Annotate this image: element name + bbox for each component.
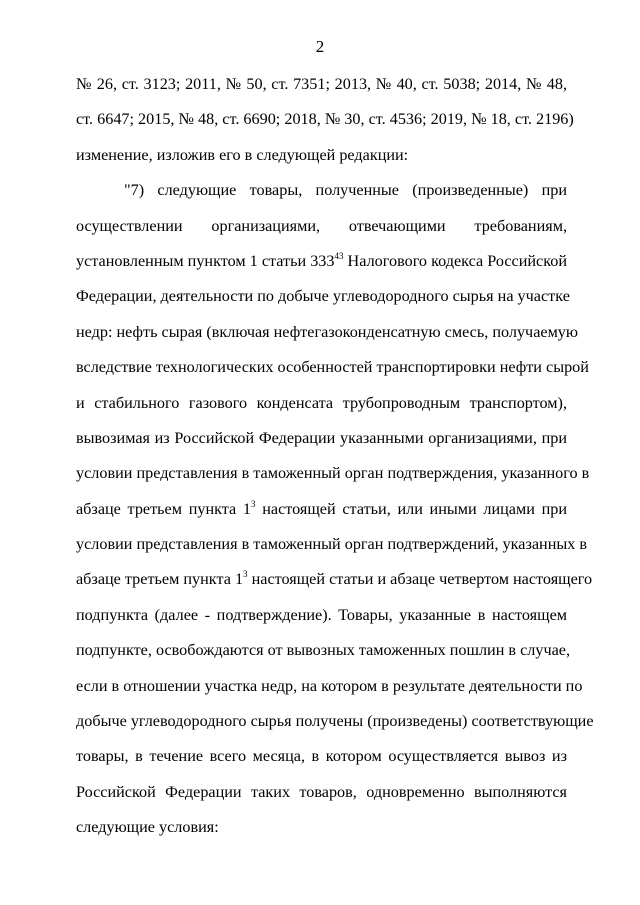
text-segment: абзаце третьем пункта 1: [76, 500, 252, 518]
text-line: недр: нефть сырая (включая нефтегазоконденсатную смесь, получаемую: [76, 323, 578, 341]
text-line: товары, в течение всего месяца, в котором осуществляется вывоз из: [76, 747, 567, 765]
text-line: если в отношении участка недр, на котором в результате деятельности по: [76, 677, 583, 695]
text-line: "7) следующие товары, полученные (произведенные) при: [124, 181, 567, 199]
text-line: Российской Федерации таких товаров, одновременно выполняются: [76, 783, 567, 801]
text-segment: Налогового кодекса Российской: [343, 252, 568, 270]
text-line: изменение, изложив его в следующей редакции:: [76, 146, 409, 164]
superscript: 3: [251, 499, 256, 509]
text-line-with-superscript: [76, 494, 567, 524]
text-line: следующие условия:: [76, 818, 219, 836]
text-line: условии представления в таможенный орган подтверждений, указанных в: [76, 535, 588, 553]
text-segment: настоящей статьи, или иными лицами при: [255, 500, 567, 518]
text-line: Федерации, деятельности по добыче углеводородного сырья на участке: [76, 287, 570, 305]
text-line-with-superscript: [76, 564, 593, 594]
text-line: и стабильного газового конденсата трубопроводным транспортом),: [76, 394, 567, 412]
text-line: подпункта (далее - подтверждение). Товары, указанные в настоящем: [76, 606, 567, 624]
text-line: условии представления в таможенный орган подтверждения, указанного в: [76, 464, 590, 482]
text-line: ст. 6647; 2015, № 48, ст. 6690; 2018, № 30, ст. 4536; 2019, № 18, ст. 2196): [76, 110, 574, 128]
text-line: осуществлении организациями, отвечающими требованиям,: [76, 217, 567, 235]
text-line: № 26, ст. 3123; 2011, № 50, ст. 7351; 2013, № 40, ст. 5038; 2014, № 48,: [76, 75, 567, 93]
text-line-with-superscript: [76, 246, 567, 276]
superscript: 43: [334, 251, 344, 261]
text-segment: настоящей статьи и абзаце четвертом настоящего: [247, 570, 593, 588]
text-line: вследствие технологических особенностей транспортировки нефти сырой: [76, 358, 589, 376]
text-line: подпункте, освобождаются от вывозных таможенных пошлин в случае,: [76, 641, 571, 659]
text-line: добыче углеводородного сырья получены (произведены) соответствующие: [76, 712, 594, 730]
superscript: 3: [243, 569, 248, 579]
page-number: 2: [315, 37, 325, 56]
text-segment: абзаце третьем пункта 1: [76, 570, 244, 588]
text-segment: установленным пунктом 1 статьи 333: [76, 252, 335, 270]
text-line: вывозимая из Российской Федерации указанными организациями, при: [76, 429, 567, 447]
